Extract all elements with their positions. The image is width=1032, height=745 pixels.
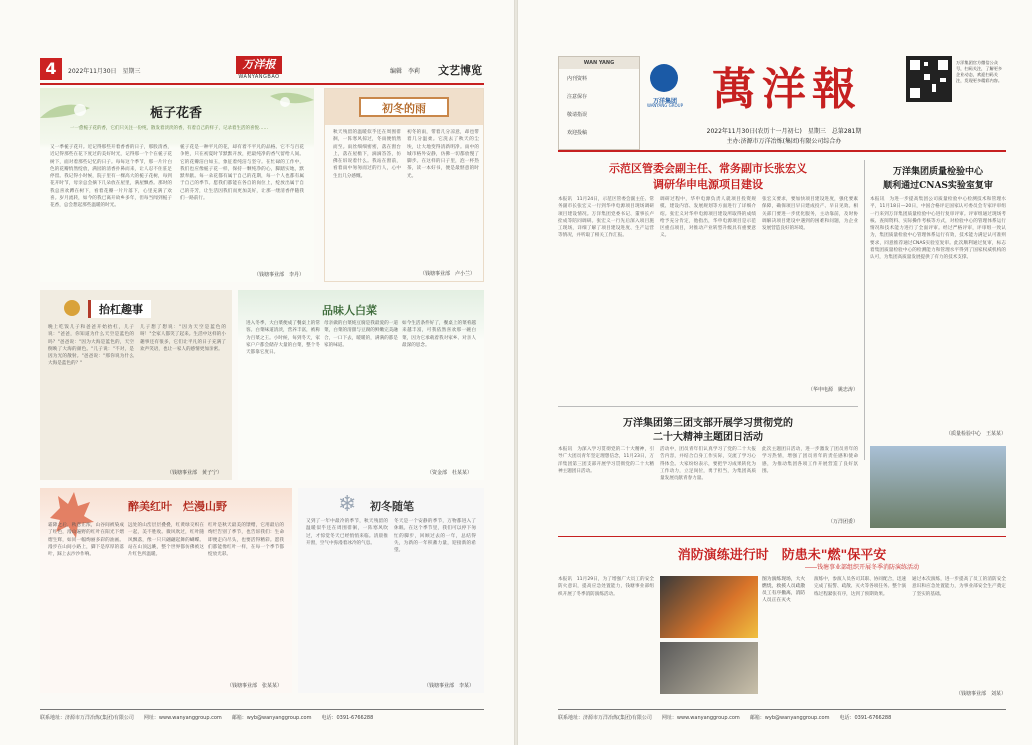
article-gardenia xyxy=(40,88,314,282)
party-photo xyxy=(870,446,1006,528)
article-column-2: 栀子花是一种平凡的花，却有着不平凡的品格。它不与百花争艳，只在初夏时节默默开放，把最纯净的香气留给人间。它的花瓣洁白如玉，象征着纯洁与坚守。在忙碌的工作中，我们也应像栀子花一样，保持一颗纯净的心，脚踏实地，默默奉献。每一朵花都有属于自己的花期，每一个人也都有属于自己的季节。愿我们都能在各自的岗位上，绽放出属于自己的芬芳，让生活因我们而更加美好，让那一缕清香伴随我们一路前行。 xyxy=(180,145,304,202)
article-title: 品味人白菜 xyxy=(322,304,377,317)
party-headline-line1: 万洋集团第三团支部开展学习贯彻党的 xyxy=(623,418,793,429)
group-logo-icon xyxy=(650,64,678,92)
article-column-2: 远处的山峦层层叠叠，红黄绿交织在一起，美不胜收。微风吹过，红叶随风飘落，像一只只翩翩起舞的蝴蝶。站在山顶远眺，整个世界都仿佛被这片红色所温暖。 xyxy=(128,523,204,558)
group-logo-name: 万洋集团 xyxy=(652,98,677,105)
section-divider xyxy=(558,536,1006,537)
article-fun xyxy=(40,290,232,480)
article-winter xyxy=(298,488,484,693)
article-column-1: 又到了一年中最冷的季节，秋天残留的温暖似乎还在周围徘徊，一阵寒风吹过，才惊觉冬天已经悄悄来临。清晨推开窗，空气中弥漫着冰冷的气息。 xyxy=(306,519,388,546)
group-logo-en: WANYANG GROUP xyxy=(646,103,684,108)
smile-icon xyxy=(64,300,80,316)
fire-column-1: 本报讯 11月29日，为了增强广大员工的安全防火意识，提高应急处置能力，钱塘事业部组织开展了冬季消防演练活动。 xyxy=(558,577,654,597)
article-author: （钱塘事业部 黄子宁） xyxy=(166,470,222,476)
header-rule xyxy=(40,83,484,85)
main-author: （华申电源 姚忠涛） xyxy=(807,387,858,393)
masthead: 萬洋報 xyxy=(712,64,862,115)
main-column-2: 调研过程中，华申电源负责人就项目投资规模、建设内容、发展规划等方面进行了详细介绍。张宏义对华申电源项目建设所取得的成绩给予充分肯定，他指出，华申电源项目是示范区重点项目，对推动产业转型升级具有重要意义。 xyxy=(660,197,756,239)
article-author: （钱塘事业部 张某某） xyxy=(226,683,282,689)
article-title: 抬杠趣事 xyxy=(88,300,151,318)
section-divider xyxy=(558,406,858,407)
article-title: 初冬的雨 xyxy=(359,97,449,117)
article-epigraph: 一一愈栀子花的香，它们只关注一份纯，散发着淡淡的香，有着自己的样子，记录着生活的喜悦…… xyxy=(70,126,268,131)
footer-rule xyxy=(40,709,484,710)
main-headline-line2: 调研华申电源项目建设 xyxy=(653,178,763,191)
qr-code-icon xyxy=(906,56,952,102)
paper-logo-en: WANYANGBAO xyxy=(238,74,280,80)
party-headline-line2: 二十大精神主题团日活动 xyxy=(653,432,763,443)
left-header-date: 2022年11月30日 星期三 xyxy=(68,68,141,75)
right-page xyxy=(518,0,1032,745)
issue-date: 2022年11月30日(农历十一月初七) 星期三 总第281期 xyxy=(706,128,862,135)
fire-column-3: 通过本次演练，进一步提高了员工的消防安全意识和应急处置能力，为事业部安全生产奠定了坚实的基础。 xyxy=(912,577,1006,597)
article-first-rain xyxy=(324,88,484,282)
article-author: （资金部 杜某某） xyxy=(426,470,472,476)
fire-photo-caption: 图为演练现场，大火燃烧，救援人员疏散员工有序撤离，消防人员正在灭火 xyxy=(762,577,806,603)
fire-column-2: 演练中，参演人员各司其职、协同配合，迅速完成了报警、疏散、灭火等各项任务。整个演练过程紧张有序，达到了预期效果。 xyxy=(814,577,906,597)
snowflake-icon: ❄ xyxy=(338,492,357,517)
article-column-2: 儿子想了想说："因为天空是蓝色的呀！"全家人都笑了起来。生活中这样的小趣事还有很多，它们让平凡的日子充满了欢声笑语，也让一家人的感情更加亲密。 xyxy=(140,325,226,352)
index-item: 内刊资料 xyxy=(567,76,588,82)
article-title: 栀子花香 xyxy=(150,106,203,121)
masthead-rule xyxy=(558,150,1006,152)
index-item: 敬请指误 xyxy=(567,112,588,118)
article-column-1: 霜降之后，秋意正浓，山谷间被染成了红色，漫山遍野的红叶在阳光下熠熠生辉，如同一幅绚丽多彩的油画。漫步在山间小路上，脚下是厚厚的落叶，踩上去沙沙作响。 xyxy=(48,523,124,558)
fire-author: （钱塘事业部 刘某） xyxy=(955,691,1006,697)
article-cabbage xyxy=(238,290,484,480)
article-column-3: 红叶是秋天最美的馈赠，它用最后的绚烂告别了季节，也告诉我们：生命即便走向尽头，也要活得精彩。愿我们都能像红叶一样，在每一个季节都绽放光彩。 xyxy=(208,523,284,558)
article-column-1: 进入冬季，大白菜便成了餐桌上的常客。白菜味道清淡，营养丰富，被称为百菜之王。小时候，每到冬天，家家户户都会储存大量的白菜，整个冬天都靠它度日。 xyxy=(246,321,320,356)
paper-logo: 万洋报 xyxy=(236,56,282,74)
footer-contact: 联系地址：济源市万洋冶炼(集团)有限公司 网址：www.wanyanggroup.com 邮箱：wyb@wanyanggroup.com 电话：0391-6766288 xyxy=(558,715,892,721)
article-column-2: 初冬的雨，带着几分凉意，却也带着几分温柔。它洗去了秋天的尘埃，让大地变得清新明净。雨中的城市格外安静，仿佛一切都放慢了脚步。在这样的日子里，泡一杯热茶，读一本好书，便是最惬意的时光。 xyxy=(407,130,479,179)
party-author: （万洋团委） xyxy=(827,519,858,525)
main-column-3: 张宏义要求，要加快项目建设进度，强化要素保障，确保项目早日建成投产、早日见效。相关部门要进一步优化服务，主动靠前，及时协调解决项目建设中遇到的困难和问题，为企业发展营造良好的环境。 xyxy=(762,197,858,232)
article-column-2: 冬天是一个安静的季节，万物都进入了休眠。在这个季节里，我们可以停下匆忙的脚步，回顾过去的一年，总结得失，为新的一年积蓄力量，迎接新的希望。 xyxy=(394,519,476,554)
main-headline-line1: 示范区管委会副主任、常务副市长张宏义 xyxy=(609,162,807,175)
article-column-1: 晚上吃饭儿子和爸爸开始抬杠，儿子说："爸爸，你知道为什么天空是蓝色的吗？"爸爸说："因为大海是蓝色的，天空倒映了大海的颜色。"儿子说："不对，是因为光的散射。"爸爸说："那你说为什么大海是蓝色的？" xyxy=(48,325,134,367)
cnas-author: （质量检验中心 王某某） xyxy=(945,431,1006,437)
editor-label: 编辑 李莉 xyxy=(390,68,421,75)
footer-rule xyxy=(558,709,1006,710)
cnas-headline-line1: 万洋集团质量检验中心 xyxy=(892,167,983,177)
column-divider xyxy=(864,160,865,460)
index-box xyxy=(558,56,640,150)
cnas-headline-line2: 顺利通过CNAS实验室复审 xyxy=(883,181,993,191)
index-header: WAN YANG xyxy=(559,57,639,69)
fire-photo-2 xyxy=(660,642,758,694)
article-title: 初冬随笔 xyxy=(370,500,414,513)
article-column-3: 如今生活条件好了，餐桌上的菜肴越来越丰富，可我依然喜欢那一碗白菜，因为它承载着我对家乡、对亲人最深的思念。 xyxy=(402,321,476,348)
issue-host: 主办:济源市万洋冶炼(集团)有限公司综合办 xyxy=(726,138,842,145)
qr-caption: 万洋集团官方微信公众号，扫码关注，了解更多企业动态，欢迎扫码关注，发现更多精彩内容。 xyxy=(956,60,1003,83)
article-column-2: 母亲做的白菜炖豆腐是我最爱的一道菜，白菜的清甜与豆腐的鲜嫩完美融合，一口下去，暖暖的，满满的都是家的味道。 xyxy=(324,321,398,348)
index-item: 注意保存 xyxy=(567,94,588,100)
article-author: （钱塘事业部 卢小兰） xyxy=(419,271,475,277)
cnas-column: 本报讯 为进一步提高集团公司质量检验中心检测技术和管理水平，11月18日—20日，中国合格评定国家认可委员会专家评审组一行来到万洋集团质量检验中心进行复审评审。评审组通过现场考核、查阅资料、实际操作考核等方式，对检验中心的管理体系运行情况和技术能力进行了全面评审。经过严格评审，评审组一致认为，集团质量检验中心管理体系运行有效，技术能力满足认可准则要求，同意推荐通过CNAS实验室复审。此次顺利通过复审，标志着集团质量检验中心的检测能力和管理水平得到了国家权威机构的认可，为集团高质量发展提供了有力的技术支撑。 xyxy=(870,197,1006,261)
article-author: （钱塘事业部 李某） xyxy=(423,683,474,689)
index-item: 欢迎投稿 xyxy=(567,130,588,136)
left-page xyxy=(0,0,514,745)
fire-photo-1 xyxy=(660,576,758,638)
party-column-2: 活动中，团员青年们认真学习了党的二十大报告内容，并结合自身工作实际，交流了学习心得体会。大家纷纷表示，要把学习成果转化为工作动力，立足岗位，勇于担当，为集团高质量发展贡献青春力量。 xyxy=(660,447,756,482)
page-number: 4 xyxy=(40,58,62,80)
article-red-leaves xyxy=(40,488,292,693)
article-title: 醉美红叶 烂漫山野 xyxy=(128,500,227,513)
article-column-1: 秋天残留的温暖似乎还在周围徘徊，一阵寒风掠过，冬雨便悄然而至。雨丝细细密密，落在窗台上，落在屋檐下，滴滴答答，仿佛在诉说着什么。我站在窗前，看着雨中匆匆而过的行人，心中生出几分感慨。 xyxy=(333,130,401,179)
fire-subheadline: ——钱塘事业部组织开展冬季消防演练活动 xyxy=(804,565,919,571)
article-author: （钱塘事业部 李丹） xyxy=(253,272,304,278)
article-column-1: 又一季栀子花开。近记得那些开着香香的日子，那股清香，近记得那些在花下度过的美好时光，记得那一个个在栀子花树下，面对着那些记忆的日子。每每这个季节，那一片片白色的花瓣悄然绽放，满园的清香扑鼻而来，让人忍不住驻足停留。我记得小时候，院子里有一棵高大的栀子花树，每到花开时节，母亲总会摘下几朵放在屋里，满屋飘香。那时的我总喜欢蹲在树下，看着花瓣一片片落下，心里充满了欢喜。岁月流转，如今的我已离开故乡多年，但每当闻到栀子花香，总会想起那些温暖的时光。 xyxy=(50,145,172,209)
fire-headline: 消防演练进行时 防患未"燃"保平安 xyxy=(677,548,887,563)
party-column-1: 本报讯 为深入学习贯彻党的二十大精神，引导广大团员青年坚定理想信念，11月23日，万洋集团第三团支部开展学习贯彻党的二十大精神主题团日活动。 xyxy=(558,447,654,474)
main-column-1: 本报讯 11月24日，示范区管委会副主任、常务副市长张宏义一行到华申电源项目现场调研项目建设情况。万洋集团党委书记、董事长卢拴成等陪同调研。张宏义一行先后深入项目施工现场，详细了解了项目建设进度、生产运营等情况，并听取了相关工作汇报。 xyxy=(558,197,654,239)
party-column-3: 此次主题团日活动，进一步激发了团员青年的学习热情，增强了团员青年的责任感和使命感，为推动集团各项工作开展营造了良好氛围。 xyxy=(762,447,858,474)
footer-contact: 联系地址：济源市万洋冶炼(集团)有限公司 网址：www.wanyanggroup.com 邮箱：wyb@wanyanggroup.com 电话：0391-6766288 xyxy=(40,715,374,721)
section-title: 文艺博览 xyxy=(438,64,482,77)
